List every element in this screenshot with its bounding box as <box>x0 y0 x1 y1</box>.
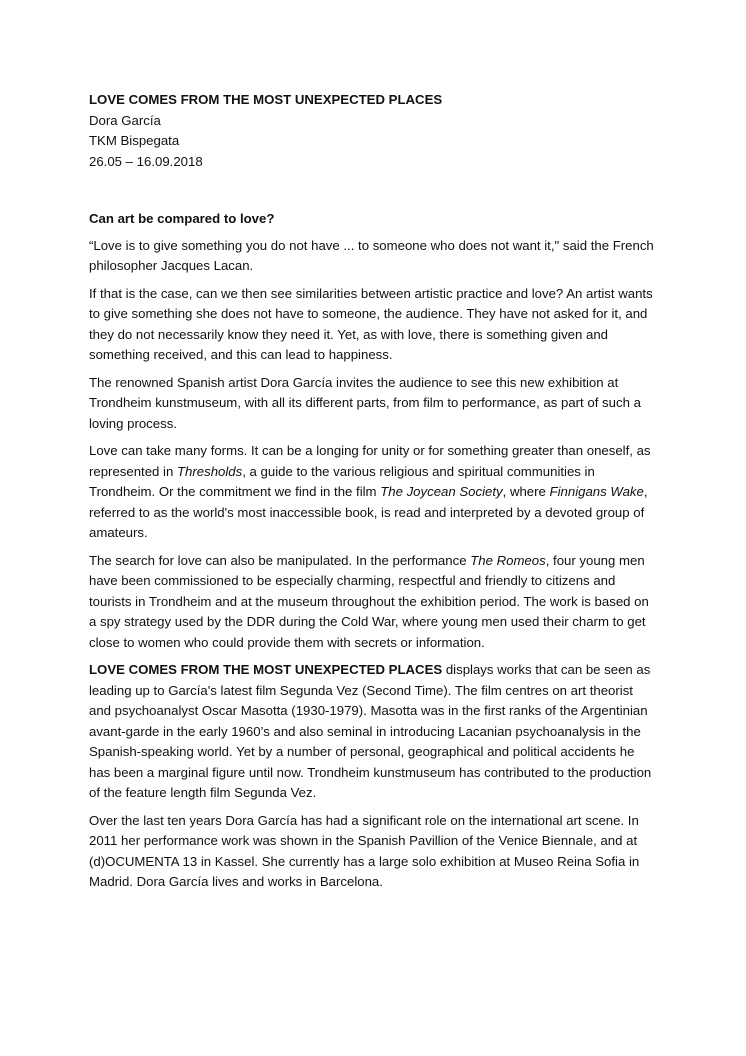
work-title-thresholds: Thresholds <box>176 463 243 479</box>
paragraph-forms-of-love <box>89 441 656 544</box>
text-run: displays works that can be seen as leading up to García's latest film Segunda Vez (Second Time). The film centres on art theorist and psychoanalyst Oscar Masotta (1930-1979). Masotta was in the first ranks of the Argentinian avant-garde in the early 1960’s and also seminal in introducing Lacanian psychoanalysis in the Spanish-speaking world. Yet by a number of personal, geographical and political accidents he has been a marginal figure until now. Trondheim kunstmuseum has contributed to the production of the feature length film Segunda Vez. <box>89 662 652 800</box>
text-run: , where <box>502 484 550 499</box>
text-run: , a guide to the various religious and spiritual communities in Trondheim. Or the commitment we find in the film <box>89 463 595 499</box>
paragraph-segunda-vez <box>89 660 656 804</box>
paragraph-romeos <box>89 551 656 654</box>
text-run: , referred to as the world's most inaccessible book, is read and interpreted by a devoted group of amateurs. <box>89 484 648 540</box>
paragraph-artist-bio: Over the last ten years Dora García has had a significant role on the international art scene. In 2011 her performance work was shown in the Spanish Pavillion of the Venice Biennale, and at (d)OCUMENTA 13 in Kassel. She currently has a large solo exhibition at Museo Reina Sofia in Madrid. Dora García lives and works in Barcelona. <box>89 812 640 889</box>
exhibition-header <box>89 90 656 172</box>
text-run: , four young men have been commissioned to be especially charming, respectful and friendly to citizens and tourists in Trondheim and at the museum throughout the exhibition period. The work is based on a spy strategy used by the DDR during the Cold War, where young men used their charm to get close to women who could provide them with secrets or information. <box>89 552 649 650</box>
exhibition-dates: 26.05 – 16.09.2018 <box>89 153 203 169</box>
exhibition-title: LOVE COMES FROM THE MOST UNEXPECTED PLACES <box>89 92 443 107</box>
exhibition-title-inline: LOVE COMES FROM THE MOST UNEXPECTED PLACES <box>89 662 443 677</box>
artist-name: Dora García <box>89 112 161 128</box>
text-run: The search for love can also be manipulated. In the performance <box>89 552 471 568</box>
section-heading: Can art be compared to love? <box>89 211 275 226</box>
work-title-finnigans-wake: Finnigans Wake <box>549 484 644 499</box>
venue-name: TKM Bispegata <box>89 133 180 148</box>
text-run: Love can take many forms. It can be a longing for unity or for something greater than oneself, as represented in <box>89 443 651 479</box>
work-title-joycean-society: The Joycean Society <box>380 484 503 499</box>
paragraph-invitation: The renowned Spanish artist Dora García invites the audience to see this new exhibition at Trondheim kunstmuseum, with all its different parts, from film to performance, as part of such a loving process. <box>89 374 641 431</box>
paragraph-lacan-quote: “Love is to give something you do not have ... to someone who does not want it," said the French philosopher Jacques Lacan. <box>89 237 654 273</box>
paragraph-art-and-love: If that is the case, can we then see similarities between artistic practice and love? An artist wants to give something she does not have to someone, the audience. They have not asked for it, and they do not necessarily know they need it. Yet, as with love, there is something given and something received, and this can lead to happiness. <box>89 285 653 362</box>
work-title-romeos: The Romeos <box>470 552 546 568</box>
